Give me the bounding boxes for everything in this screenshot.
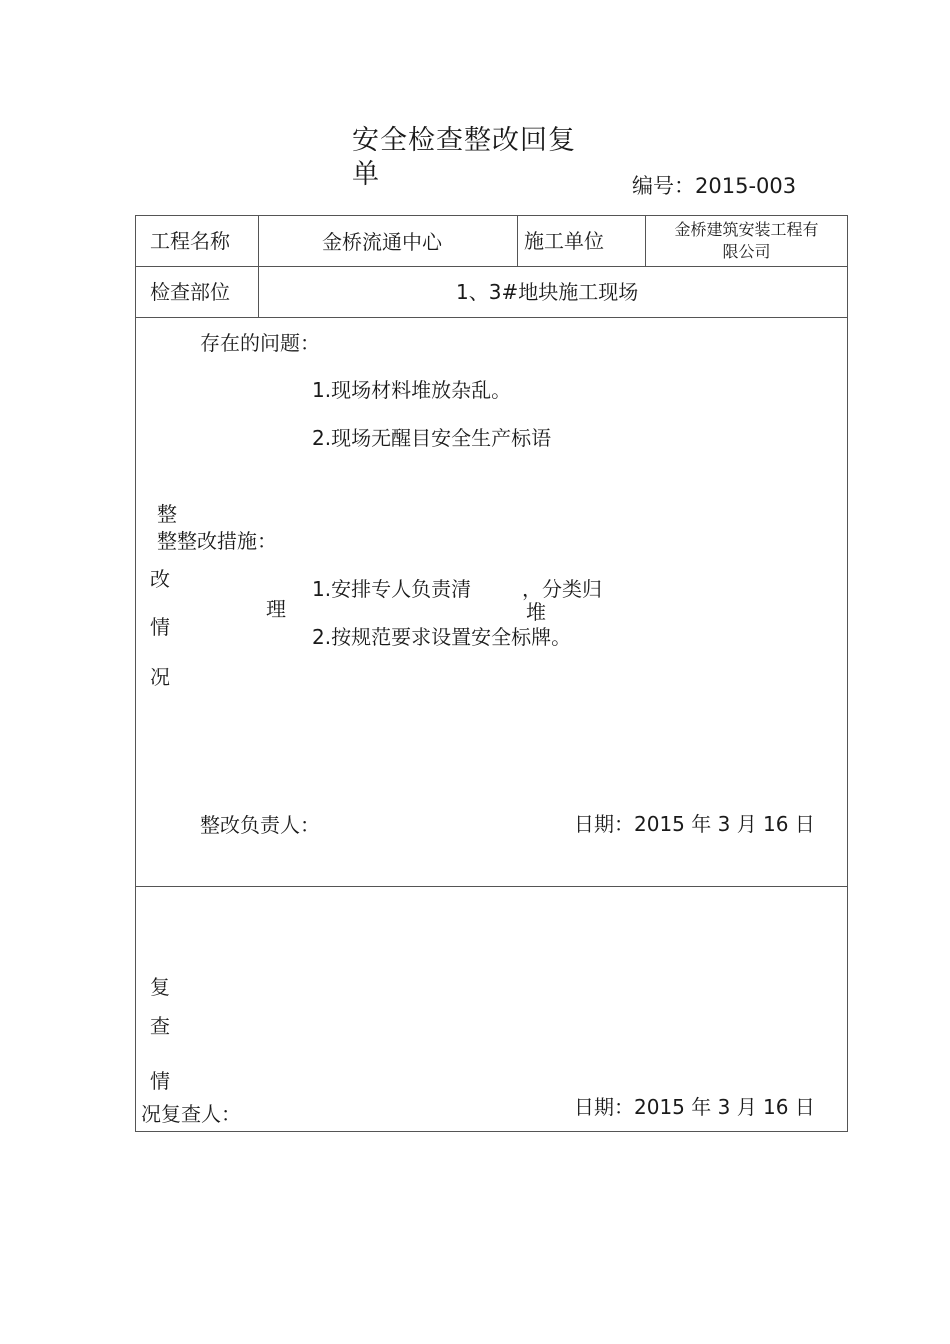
side-label-char: 情 <box>150 615 170 639</box>
serial-label: 编号： <box>632 174 695 198</box>
side-label-char: 情 <box>150 1069 170 1093</box>
review-date: 日期：2015 年 3 月 16 日 <box>574 1095 815 1119</box>
side-label-char: 整 <box>157 502 177 526</box>
measure-item-part2: ，分类归 <box>522 577 602 601</box>
side-label-char: 查 <box>150 1014 170 1038</box>
project-name-label: 工程名称 <box>150 229 230 253</box>
document-title-line2: 单 <box>352 159 380 190</box>
clipped-text-fragment <box>266 597 290 621</box>
rectification-date: 日期：2015 年 3 月 16 日 <box>574 812 815 836</box>
document-title <box>352 124 576 192</box>
table-rule <box>517 215 518 266</box>
measure-item: 2.按规范要求设置安全标牌。 <box>312 625 572 649</box>
document-title-line1: 安全检查整改回复 <box>352 125 576 156</box>
measures-heading: 整整改措施： <box>157 529 277 553</box>
table-rule <box>135 266 848 267</box>
contractor-value <box>645 219 848 263</box>
contractor-label: 施工单位 <box>524 229 604 253</box>
clipped-text-fragment <box>526 598 550 624</box>
contractor-value-line1: 金桥建筑安装工程有 <box>674 220 819 239</box>
clipped-char: 堆 <box>526 600 546 624</box>
issue-item: 2.现场无醒目安全生产标语 <box>312 426 552 450</box>
responsible-label: 整改负责人： <box>200 813 320 837</box>
serial-number <box>632 170 796 200</box>
side-label-char: 况 <box>150 665 170 689</box>
project-name-value: 金桥流通中心 <box>322 230 442 254</box>
contractor-value-line2: 限公司 <box>722 242 771 261</box>
serial-value: 2015-003 <box>695 174 797 198</box>
side-label-char: 改 <box>150 567 170 591</box>
issue-item: 1.现场材料堆放杂乱。 <box>312 378 512 402</box>
table-rule <box>135 317 848 318</box>
side-label-char: 复 <box>150 975 170 999</box>
issues-heading: 存在的问题： <box>200 331 320 355</box>
reviewer-label: 况复查人： <box>141 1102 241 1126</box>
inspection-area-value: 1、3#地块施工现场 <box>456 280 639 304</box>
table-rule <box>258 215 259 317</box>
inspection-area-label: 检查部位 <box>150 280 230 304</box>
measure-item-part1: 1.安排专人负责清 <box>312 577 472 601</box>
clipped-char: 理 <box>266 597 286 621</box>
table-rule <box>135 886 848 887</box>
